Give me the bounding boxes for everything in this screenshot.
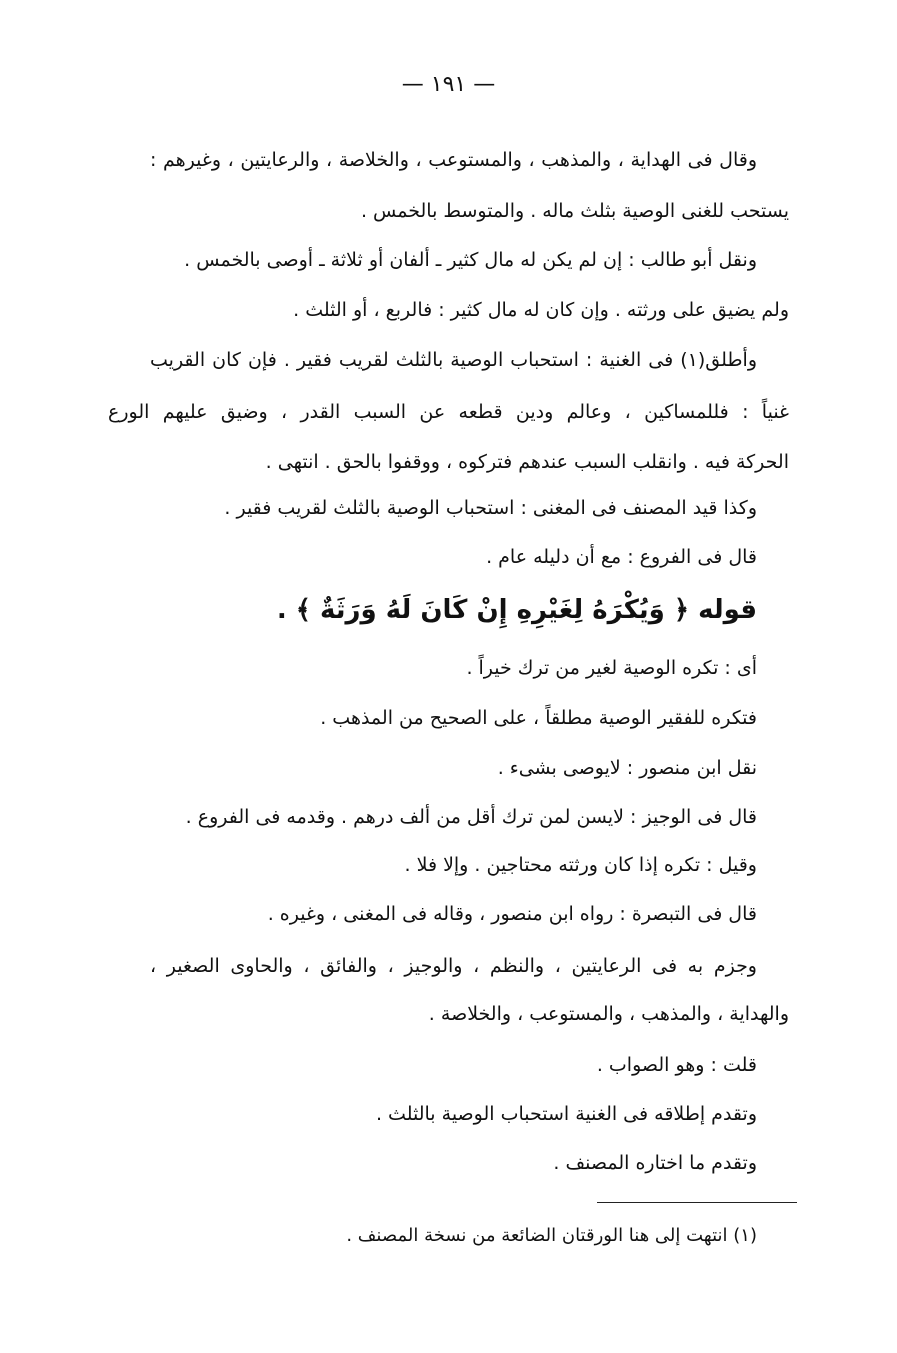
text-line-19: قلت : وهو الصواب . xyxy=(596,1054,757,1076)
text-line-1: وقال فى الهداية ، والمذهب ، والمستوعب ، والخلاصة ، والرعايتين ، وغيرهم : xyxy=(150,149,757,171)
text-line-16: قال فى التبصرة : رواه ابن منصور ، وقاله فى المغنى ، وغيره . xyxy=(267,903,757,925)
qawl-heading: قوله ﴿ وَيُكْرَهُ لِغَيْرِهِ إِنْ كَانَ لَهُ وَرَثَةٌ ﴾ . xyxy=(276,595,757,625)
text-line-5: وأطلق(١) فى الغنية : استحباب الوصية بالثلث لقريب فقير . فإن كان القريب xyxy=(150,349,757,371)
text-line-8: وكذا قيد المصنف فى المغنى : استحباب الوصية بالثلث لقريب فقير . xyxy=(224,497,757,519)
text-line-7: الحركة فيه . وانقلب السبب عندهم فتركوه ، ووقفوا بالحق . انتهى . xyxy=(265,451,789,473)
text-line-18: والهداية ، والمذهب ، والمستوعب ، والخلاصة . xyxy=(428,1003,789,1025)
text-line-20: وتقدم إطلاقه فى الغنية استحباب الوصية بالثلث . xyxy=(375,1103,757,1125)
text-line-15: وقيل : تكره إذا كان ورثته محتاجين . وإلا فلا . xyxy=(404,854,757,876)
text-line-2: يستحب للغنى الوصية بثلث ماله . والمتوسط بالخمس . xyxy=(360,200,789,222)
page-number: — ١٩١ — xyxy=(401,72,496,97)
text-line-14: قال فى الوجيز : لايسن لمن ترك أقل من ألف درهم . وقدمه فى الفروع . xyxy=(185,806,757,828)
text-line-17: وجزم به فى الرعايتين ، والنظم ، والوجيز ، والفائق ، والحاوى الصغير ، xyxy=(150,955,757,977)
text-line-3: ونقل أبو طالب : إن لم يكن له مال كثير ـ ألفان أو ثلاثة ـ أوصى بالخمس . xyxy=(184,249,757,271)
text-line-21: وتقدم ما اختاره المصنف . xyxy=(553,1152,757,1174)
text-line-6: غنياً : فللمساكين ، وعالم ودين قطعه عن السبب القدر ، وضيق عليهم الورع xyxy=(108,401,789,423)
text-line-4: ولم يضيق على ورثته . وإن كان له مال كثير : فالربع ، أو الثلث . xyxy=(293,299,789,321)
text-line-11: أى : تكره الوصية لغير من ترك خيراً . xyxy=(466,657,757,679)
text-line-12: فتكره للفقير الوصية مطلقاً ، على الصحيح من المذهب . xyxy=(320,707,757,729)
text-line-9: قال فى الفروع : مع أن دليله عام . xyxy=(486,546,757,568)
text-line-13: نقل ابن منصور : لايوصى بشىء . xyxy=(497,757,757,779)
footnote-divider xyxy=(597,1202,797,1203)
footnote: (١) انتهت إلى هنا الورقتان الضائعة من نسخة المصنف . xyxy=(346,1225,757,1246)
